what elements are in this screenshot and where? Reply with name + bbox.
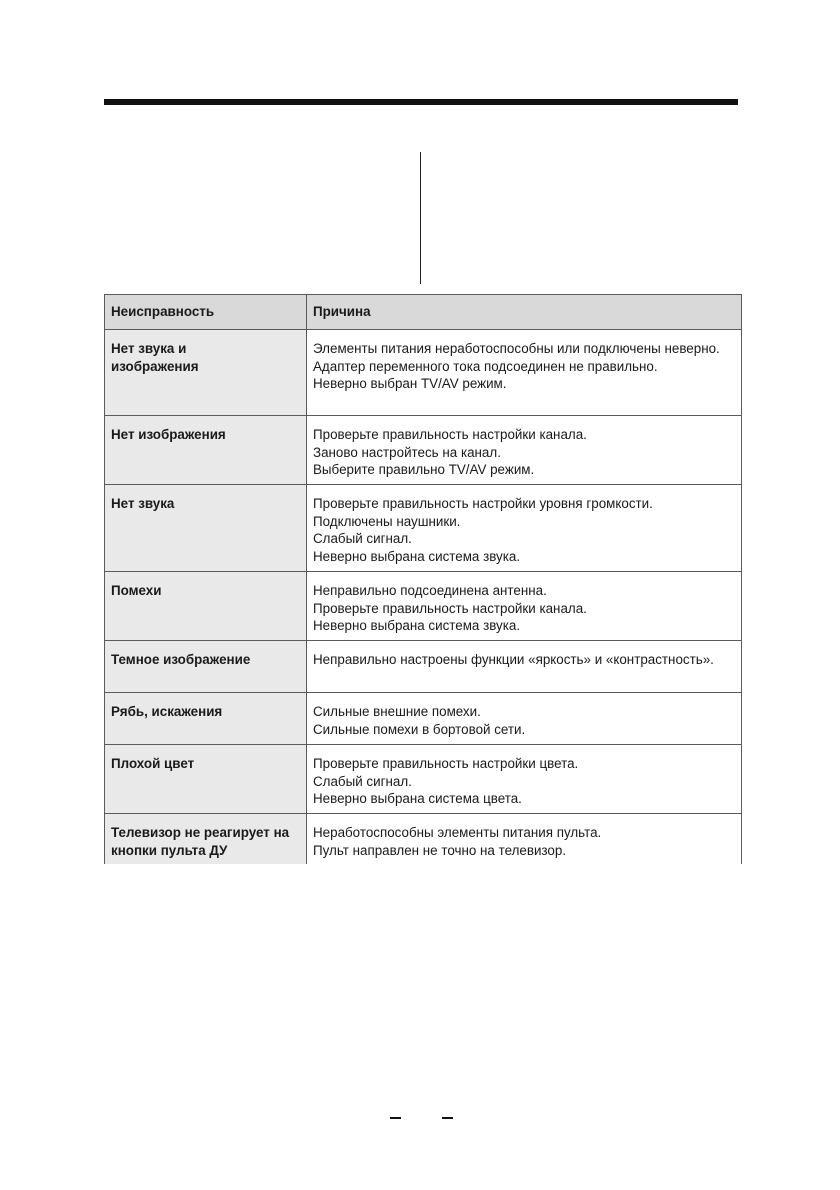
cause-line: Заново настройтесь на канал. bbox=[313, 444, 501, 460]
problem-cell: Нет звука и изображения bbox=[105, 330, 307, 416]
header-problem: Неисправность bbox=[105, 295, 307, 330]
problem-cell: Нет звука bbox=[105, 485, 307, 572]
cause-line: Адаптер переменного тока подсоединен не правильно. bbox=[313, 358, 658, 374]
cause-line: Проверьте правильность настройки уровня громкости. bbox=[313, 496, 653, 511]
problem-cell: Темное изображение bbox=[105, 641, 307, 693]
cause-cell bbox=[307, 572, 742, 641]
table-row bbox=[105, 572, 742, 641]
cause-line: Неправильно настроены функции «яркость» и «контрастность». bbox=[313, 652, 714, 667]
cause-cell bbox=[307, 641, 742, 693]
vertical-divider bbox=[420, 152, 421, 284]
troubleshooting-table bbox=[104, 294, 742, 864]
cause-line: Сильные помехи в бортовой сети. bbox=[313, 721, 526, 737]
header-cause: Причина bbox=[307, 295, 742, 330]
table-row bbox=[105, 485, 742, 572]
cause-line: Проверьте правильность настройки цвета. bbox=[313, 756, 579, 771]
table-row bbox=[105, 641, 742, 693]
problem-cell: Нет изображения bbox=[105, 416, 307, 485]
page-number-marks bbox=[390, 1117, 460, 1121]
table-row bbox=[105, 814, 742, 864]
cause-line: Неверно выбран TV/AV режим. bbox=[313, 376, 507, 391]
cause-line: Слабый сигнал. bbox=[313, 531, 412, 546]
cause-cell bbox=[307, 330, 742, 416]
cause-line: Выберите правильно TV/AV режим. bbox=[313, 462, 535, 477]
cause-line: Неверно выбрана система звука. bbox=[313, 548, 521, 564]
cause-line: Неработоспособны элементы питания пульта. bbox=[313, 825, 602, 840]
problem-cell: Телевизор не реагирует на кнопки пульта ДУ bbox=[105, 814, 307, 864]
cause-line: Проверьте правильность настройки канала. bbox=[313, 427, 587, 442]
cause-cell bbox=[307, 416, 742, 485]
page-mark-left bbox=[390, 1117, 401, 1119]
page-mark-right bbox=[442, 1117, 453, 1119]
table-row bbox=[105, 330, 742, 416]
cause-line: Неверно выбрана система цвета. bbox=[313, 791, 522, 806]
cause-line: Сильные внешние помехи. bbox=[313, 704, 481, 719]
cause-cell bbox=[307, 693, 742, 745]
cause-line: Подключены наушники. bbox=[313, 513, 461, 529]
table-row bbox=[105, 693, 742, 745]
table-row bbox=[105, 416, 742, 485]
cause-line: Слабый сигнал. bbox=[313, 773, 412, 789]
problem-cell: Помехи bbox=[105, 572, 307, 641]
cause-line: Элементы питания неработоспособны или подключены неверно. bbox=[313, 341, 720, 356]
cause-line: Проверьте правильность настройки канала. bbox=[313, 600, 587, 616]
table-row bbox=[105, 745, 742, 814]
cause-cell bbox=[307, 485, 742, 572]
problem-cell: Плохой цвет bbox=[105, 745, 307, 814]
table-header-row bbox=[105, 295, 742, 330]
header-rule bbox=[104, 99, 738, 105]
cause-line: Пульт направлен не точно на телевизор. bbox=[313, 842, 567, 858]
cause-line: Неправильно подсоединена антенна. bbox=[313, 583, 547, 598]
cause-cell bbox=[307, 745, 742, 814]
cause-line: Неверно выбрана система звука. bbox=[313, 618, 521, 633]
cause-cell bbox=[307, 814, 742, 864]
problem-cell: Рябь, искажения bbox=[105, 693, 307, 745]
